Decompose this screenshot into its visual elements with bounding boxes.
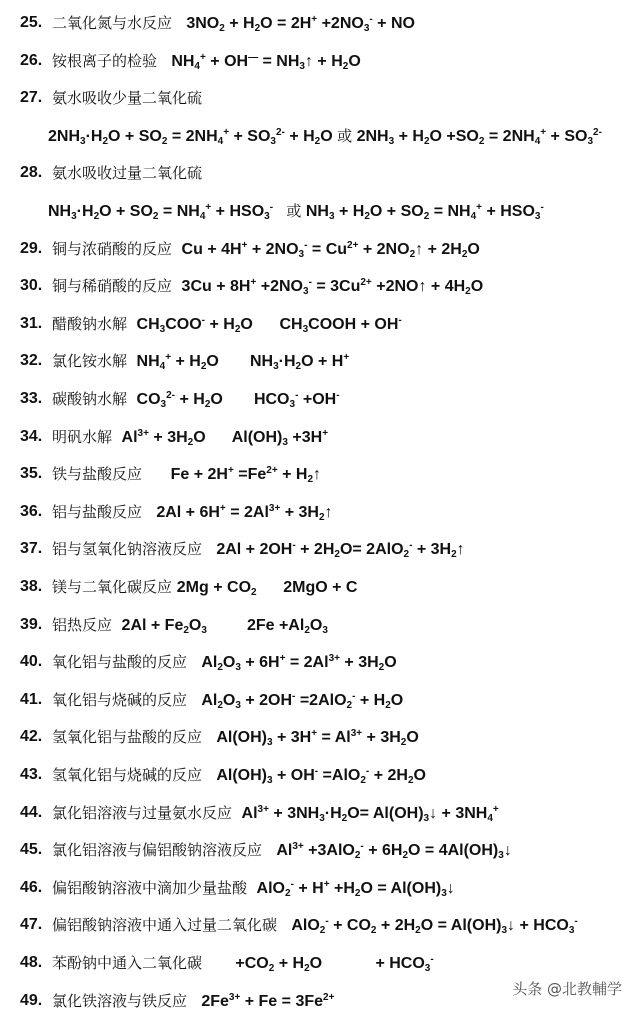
reaction-line: [52, 234, 480, 265]
reaction-line: [52, 384, 340, 415]
item-number: 37.: [20, 540, 43, 558]
equation-row: [0, 722, 640, 752]
equation-text: $2Al + 6H^+ = 2Al^{3+}$ + $3H_2↑$: [156, 502, 333, 523]
item-number: 33.: [20, 390, 43, 407]
equation-text: $Al(OH)_3 + OH^- =AlO_2^- + 2H_2O$: [216, 766, 426, 786]
equation-row: [0, 572, 640, 602]
equation-row: [0, 760, 640, 790]
reaction-line: [52, 610, 328, 641]
reaction-name: 氨水吸收过量二氧化硫: [52, 164, 203, 183]
equation-text: $NH_4^+ + OH^—$ = $NH_3↑ + H_2O$: [171, 51, 361, 72]
equation-row: [0, 910, 640, 940]
equation-text: $2Mg + CO_2$ 2MgO + C: [176, 579, 358, 598]
item-number: 45.: [20, 841, 43, 859]
item-number: 48.: [20, 954, 43, 971]
equation-text: $2NH_3\cdot H_2O + SO_2 = 2NH_4^+ + SO_3^{2-} + H_2O$ 或 $2NH_3 + H_2O +SO_2 = 2NH_4^+ + SO_3^{2-}$: [48, 126, 602, 147]
equation-row: [0, 158, 640, 188]
reaction-name: 明矾水解: [52, 427, 122, 446]
reaction-name: 铜与稀硝酸的反应: [52, 277, 182, 296]
item-number: 27.: [20, 89, 43, 107]
reaction-line: [52, 835, 512, 866]
reaction-line: [52, 158, 202, 188]
equation-text: $3Cu + 8H^+ +2NO_3^- = 3Cu^{2+}$ +2NO↑ + $4H_2O$: [181, 277, 484, 298]
reaction-line: [52, 83, 202, 113]
item-number: 28.: [20, 164, 43, 182]
item-number: 43.: [20, 766, 43, 783]
item-number: 42.: [20, 728, 43, 746]
item-number: 31.: [20, 314, 43, 332]
reaction-name: 铵根离子的检验: [52, 51, 172, 70]
equation-row: [0, 384, 640, 414]
reaction-line: [52, 422, 328, 453]
equation-row: [0, 798, 640, 828]
reaction-name: 氧化铝与盐酸的反应: [52, 653, 202, 672]
equation-text: $CO_3^{2-} + H_2O$ $HCO_3^- +OH^-$: [136, 390, 340, 410]
reaction-line: [52, 760, 426, 791]
equation-text: $2Al + Fe_2O_3$ $2Fe +Al_2O_3$: [121, 616, 328, 636]
equation-row: [0, 835, 640, 865]
reaction-name: 氯化铝溶液与过量氨水反应: [52, 803, 242, 822]
equation-row: [0, 234, 640, 264]
reaction-name: 二氧化氮与水反应: [52, 14, 187, 32]
reaction-name: 氢氧化铝与盐酸的反应: [52, 728, 217, 747]
reaction-name: 碳酸钠水解: [52, 390, 137, 408]
equation-text: $Al^{3+} +3AlO_2^- + 6H_2O$ = $4Al(OH)_3↓$: [276, 841, 512, 862]
reaction-name: 铝与氢氧化钠溶液反应: [52, 540, 217, 559]
item-number: 34.: [20, 427, 43, 445]
equation-row: [0, 610, 640, 640]
reaction-line: [52, 647, 397, 678]
equation-text: $Al_2O_3 + 6H^+ = 2Al^{3+} + 3H_2O$: [201, 653, 397, 674]
equation-row: [0, 346, 640, 376]
equation-text: $Al^{3+} + 3H_2O$ $Al(OH)_3 +3H^+$: [121, 427, 329, 448]
equation-text: $Al_2O_3 + 2OH^- =2AlO_2^- + H_2O$: [201, 690, 404, 711]
reaction-line: [52, 271, 483, 302]
reaction-line: [52, 910, 578, 941]
reaction-name: 铝与盐酸反应: [52, 502, 157, 521]
equation-row: [0, 196, 640, 226]
reaction-line: [52, 873, 455, 904]
item-number: 47.: [20, 916, 43, 934]
reaction-line: [52, 497, 333, 528]
reaction-line: [52, 534, 465, 565]
equation-text: $Al(OH)_3 + 3H^+ = Al^{3+} + 3H_2O$: [216, 728, 419, 749]
equation-text: $Fe + 2H^+ =Fe^{2+}$ + $H_2↑$: [170, 465, 322, 486]
reaction-line: [52, 8, 415, 39]
reaction-name: 铁与盐酸反应: [52, 465, 171, 484]
equation-text: $3NO_2 + H_2O = 2H^+ +2NO_3^-$ + NO: [186, 14, 415, 34]
equation-text: $AlO_2^- + CO_2 + 2H_2O$ = $Al(OH)_3↓ + HCO_3^-$: [291, 916, 578, 937]
reaction-name: 氨水吸收少量二氧化硫: [52, 89, 203, 108]
equation-row: [0, 459, 640, 489]
item-number: 46.: [20, 878, 43, 896]
equation-text: $2Fe^{3+} + Fe = 3Fe^{2+}$: [201, 991, 335, 1010]
item-number: 29.: [20, 239, 43, 257]
item-number: 39.: [20, 615, 43, 633]
item-number: 40.: [20, 653, 43, 671]
reaction-line: [52, 798, 499, 829]
equation-row: [0, 534, 640, 564]
reaction-line: [52, 309, 402, 340]
equation-row: [0, 685, 640, 715]
item-number: 38.: [20, 578, 43, 595]
reaction-name: 偏铝酸钠溶液中通入过量二氧化碳: [52, 916, 292, 935]
reaction-name: 铜与浓硝酸的反应: [52, 239, 182, 258]
item-number: 26.: [20, 51, 43, 69]
equation-row: [0, 121, 640, 151]
reaction-line: [52, 722, 419, 753]
reaction-line: [52, 948, 434, 979]
reaction-line: [52, 346, 349, 377]
reaction-line: [52, 685, 403, 716]
reaction-line: [52, 986, 334, 1017]
reaction-name: 偏铝酸钠溶液中滴加少量盐酸: [52, 878, 257, 897]
item-number: 25.: [20, 14, 43, 31]
reaction-name: 醋酸钠水解: [52, 314, 137, 333]
equation-row: [0, 948, 640, 978]
equation-text: $Al^{3+} + 3NH_3\cdot H_2O=$ $Al(OH)_3↓ + 3NH_4^+$: [241, 803, 499, 824]
equation-row: [0, 8, 640, 38]
watermark: 头条 @北教輔学: [508, 978, 626, 999]
equation-text: $2Al + 2OH^- + 2H_2O= 2AlO_2^-$ + $3H_2↑$: [216, 540, 465, 561]
reaction-name: 镁与二氧化碳反应: [52, 578, 177, 596]
item-number: 32.: [20, 352, 43, 370]
equation-row: [0, 271, 640, 301]
reaction-line: [52, 572, 357, 603]
reaction-name: 氢氧化铝与烧碱的反应: [52, 766, 217, 784]
equation-row: [0, 873, 640, 903]
equation-row: [0, 422, 640, 452]
equation-text: $+CO_2 + H_2O$ + $HCO_3^-$: [235, 954, 434, 974]
item-number: 49.: [20, 991, 43, 1009]
item-number: 44.: [20, 803, 43, 821]
reaction-name: 氯化铵水解: [52, 352, 137, 371]
equation-text: $NH_4^+ + H_2O$ $NH_3\cdot H_2O + H^+$: [136, 352, 350, 373]
equation-row: [0, 46, 640, 76]
item-number: 36.: [20, 502, 43, 520]
reaction-name: 铝热反应: [52, 615, 122, 634]
equation-text: $AlO_2^- + H^+ +H_2O$ = $Al(OH)_3↓$: [256, 878, 455, 899]
reaction-name: 氯化铝溶液与偏铝酸钠溶液反应: [52, 841, 277, 860]
equation-text: $CH_3COO^- + H_2O$ $CH_3COOH + OH^-$: [136, 314, 402, 335]
equation-row: [0, 497, 640, 527]
reaction-name: 苯酚钠中通入二氧化碳: [52, 954, 236, 972]
item-number: 35.: [20, 465, 43, 483]
item-number: 41.: [20, 690, 43, 708]
equation-text: $NH_3\cdot H_2O + SO_2 = NH_4^+ + HSO_3^-$ 或 $NH_3 + H_2O + SO_2 = NH_4^+ + HSO_3^-$: [48, 202, 544, 222]
equation-row: [0, 647, 640, 677]
reaction-name: 氧化铝与烧碱的反应: [52, 690, 202, 709]
item-number: 30.: [20, 277, 43, 295]
equation-row: [0, 309, 640, 339]
equation-row: [0, 83, 640, 113]
reaction-line: [52, 46, 361, 77]
reaction-name: 氯化铁溶液与铁反应: [52, 991, 202, 1010]
equation-text: $Cu + 4H^+ + 2NO_3^- = Cu^{2+}$ + $2NO_2↑ + 2H_2O$: [181, 239, 480, 260]
reaction-line: [52, 459, 321, 490]
